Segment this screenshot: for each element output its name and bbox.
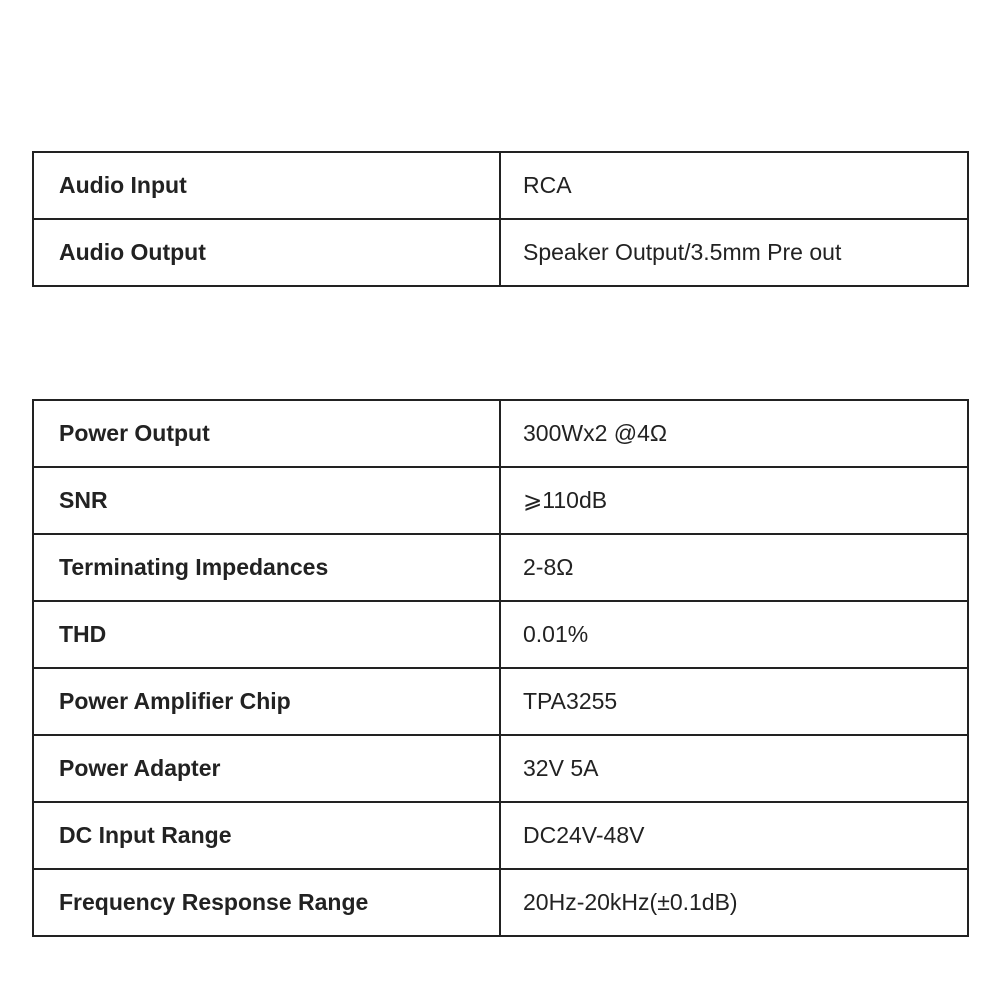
spec-label: Frequency Response Range — [33, 869, 500, 936]
spec-value: DC24V-48V — [500, 802, 968, 869]
spec-value: 300Wx2 @4Ω — [500, 400, 968, 467]
spec-value: 0.01% — [500, 601, 968, 668]
table-row — [33, 601, 968, 668]
io-spec-table — [32, 151, 969, 287]
spec-value: RCA — [500, 152, 968, 219]
spec-value: 20Hz-20kHz(±0.1dB) — [500, 869, 968, 936]
power-spec-table — [32, 399, 969, 937]
table-row — [33, 735, 968, 802]
table-row — [33, 869, 968, 936]
table-row — [33, 534, 968, 601]
table-row — [33, 467, 968, 534]
table-row — [33, 400, 968, 467]
table-row — [33, 668, 968, 735]
spec-label: Power Output — [33, 400, 500, 467]
spec-value: Speaker Output/3.5mm Pre out — [500, 219, 968, 286]
spec-label: DC Input Range — [33, 802, 500, 869]
spec-label: Audio Input — [33, 152, 500, 219]
spec-label: Power Amplifier Chip — [33, 668, 500, 735]
table-row — [33, 152, 968, 219]
spec-label: Audio Output — [33, 219, 500, 286]
spec-label: SNR — [33, 467, 500, 534]
spec-value: 2-8Ω — [500, 534, 968, 601]
spec-label: Terminating Impedances — [33, 534, 500, 601]
spec-value: ⩾110dB — [500, 467, 968, 534]
spec-value: 32V 5A — [500, 735, 968, 802]
spec-label: Power Adapter — [33, 735, 500, 802]
spec-value: TPA3255 — [500, 668, 968, 735]
table-row — [33, 802, 968, 869]
table-row — [33, 219, 968, 286]
spec-label: THD — [33, 601, 500, 668]
